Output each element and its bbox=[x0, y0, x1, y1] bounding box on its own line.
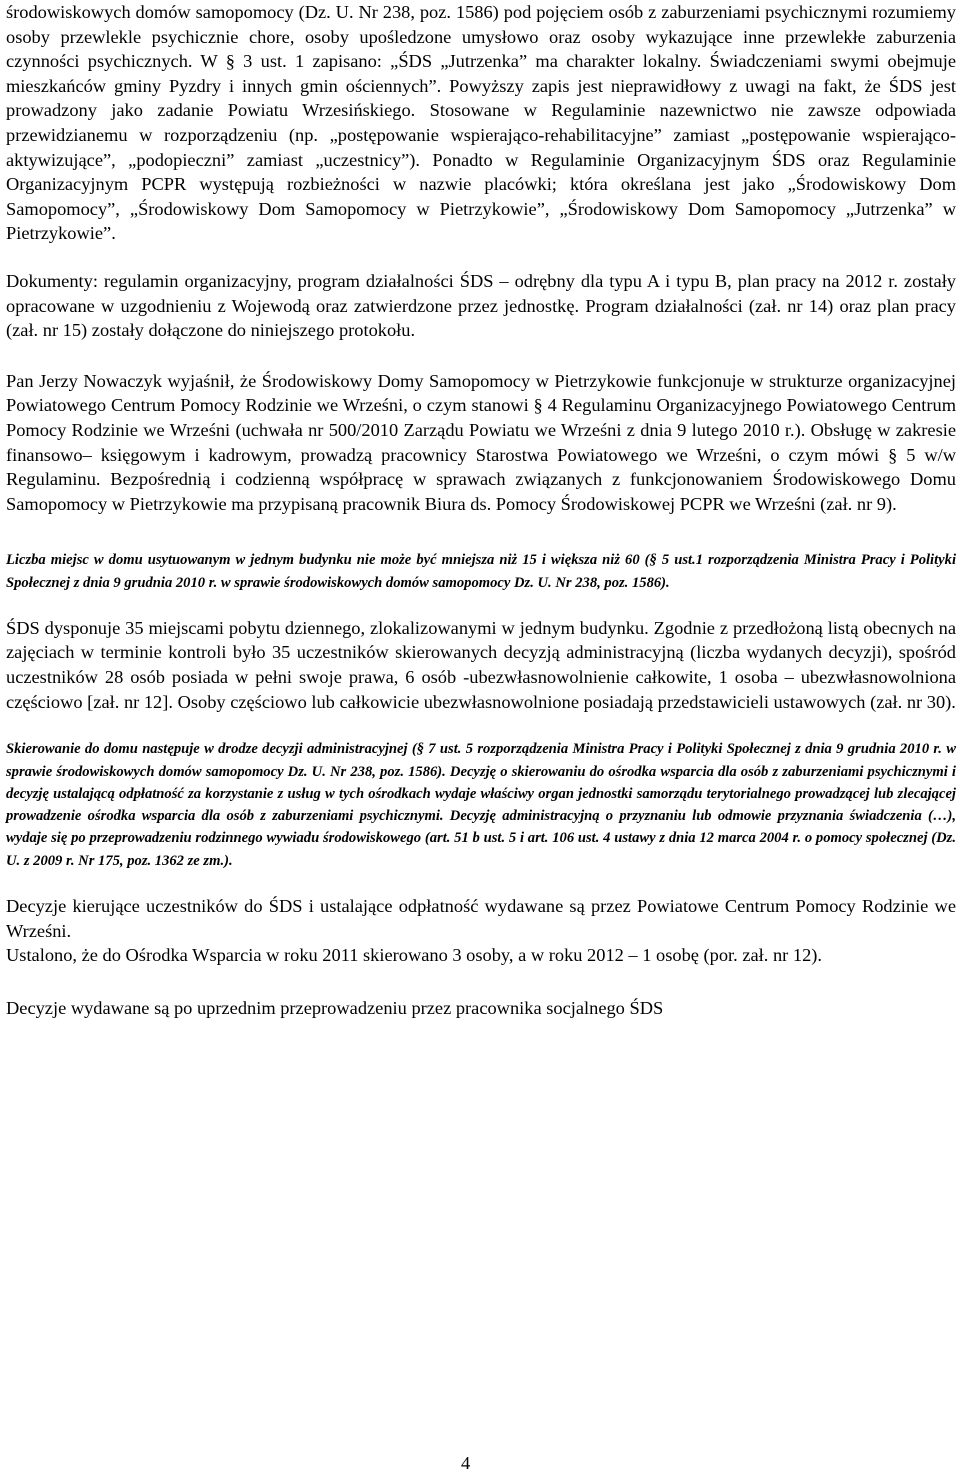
legal-note-skierowanie: Skierowanie do domu następuje w drodze decyzji administracyjnej (§ 7 ust. 5 rozporządzenia Ministra Pracy i Polityki Społecznej z dnia 9 grudnia 2010 r. w sprawie środowiskowych domów samopomocy Dz. U. Nr 238, poz. 1586). Decyzję o skierowaniu do ośrodka wsparcia dla osób z zaburzeniami psychicznymi i decyzję ustalającą odpłatność za korzystanie z usług w tych ośrodkach wydaje właściwy organ jednostki samorządu terytorialnego prowadzącej lub zlecającej prowadzenie ośrodka wsparcia dla osób z zaburzeniami psychicznymi. Decyzję administracyjną o przyznaniu lub odmowie przyznania świadczenia (…), wydaje się po przeprowadzeniu rodzinnego wywiadu środowiskowego (art. 51 b ust. 5 i art. 106 ust. 4 ustawy z dnia 12 marca 2004 r. o pomocy społecznej (Dz. U. z 2009 r. Nr 175, poz. 1362 ze zm.). bbox=[6, 741, 956, 869]
paragraph-struktura-organizacyjna: Pan Jerzy Nowaczyk wyjaśnił, że Środowiskowy Domy Samopomocy w Pietrzykowie funkcjonuje w strukturze organizacyjnej Powiatowego Centrum Pomocy Rodzinie we Wrześni, o czym stanowi § 4 Regulaminu Organizacyjnego Powiatowego Centrum Pomocy Rodzinie we Wrześni (uchwała nr 500/2010 Zarządu Powiatu we Wrześni z dnia 9 lutego 2010 r.). Obsługę w zakresie finansowo– księgowym i kadrowym, prowadzą pracownicy Starostwa Powiatowego we Wrześni, o czym mówi § 5 w/w Regulaminu. Bezpośrednią i codzienną współpracę w sprawach związanych z funkcjonowaniem Środowiskowego Domu Samopomocy w Pietrzykowie ma przypisaną pracownik Biura ds. Pomocy Środowiskowej PCPR we Wrześni (zał. nr 9). bbox=[6, 370, 956, 514]
paragraph-dokumenty: Dokumenty: regulamin organizacyjny, program działalności ŚDS – odrębny dla typu A i typu B, plan pracy na 2012 r. zostały opracowane w uzgodnieniu z Wojewodą oraz zatwierdzone przez jednostkę. Program działalności (zał. nr 14) oraz plan pracy (zał. nr 15) zostały dołączone do niniejszego protokołu. bbox=[6, 270, 956, 341]
paragraph-ustalenia-skierowania: Ustalono, że do Ośrodka Wsparcia w roku 2011 skierowano 3 osoby, a w roku 2012 – 1 osobę (por. zał. nr 12). bbox=[6, 945, 823, 966]
paragraph-regulamin-nazewnictwo: środowiskowych domów samopomocy (Dz. U. Nr 238, poz. 1586) pod pojęciem osób z zaburzeniami psychicznymi rozumiemy osoby przewlekle psychicznie chore, osoby upośledzone umysłowo oraz osoby wykazujące inne przewlekłe zaburzenia czynności psychicznych. W § 3 ust. 1 zapisano: „ŚDS „Jutrzenka” ma charakter lokalny. Świadczeniami swymi obejmuje mieszkańców gminy Pyzdry i innych gmin ościennych”. Powyższy zapis jest nieprawidłowy z uwagi na fakt, że ŚDS jest prowadzony jako zadanie Powiatu Wrzesińskiego. Stosowane w Regulaminie nazewnictwo nie zawsze odpowiada przewidzianemu w rozporządzeniu (np. „postępowanie wspierająco-rehabilitacyjne” zamiast „postępowanie wspierająco-aktywizujące”, „podopieczni” zamiast „uczestnicy”). Ponadto w Regulaminie Organizacyjnym ŚDS oraz Regulaminie Organizacyjnym PCPR występują rozbieżności w nazwie placówki; która określana jest jako „Środowiskowy Dom Samopomocy”, „Środowiskowy Dom Samopomocy w Pietrzykowie”, „Środowiskowy Dom Samopomocy „Jutrzenka” w Pietrzykowie”. bbox=[6, 2, 956, 244]
paragraph-miejsca-pobytu: ŚDS dysponuje 35 miejscami pobytu dziennego, zlokalizowanymi w jednym budynku. Zgodnie z przedłożoną listą obecnych na zajęciach w terminie kontroli było 35 uczestników skierowanych decyzją administracyjną (liczba wydanych decyzji), spośród uczestników 28 osób posiada w pełni swoje prawa, 6 osób -ubezwłasnowolnienie całkowite, 1 osoba – ubezwłasnowolniona częściowo [zał. nr 12]. Osoby częściowo lub całkowicie ubezwłasnowolnione posiadają przedstawicieli ustawowych (zał. nr 30). bbox=[6, 617, 956, 712]
document-page bbox=[6, 0, 956, 1020]
page-number: 4 bbox=[461, 1453, 471, 1473]
paragraph-decyzje-wydawane: Decyzje wydawane są po uprzednim przeprowadzeniu przez pracownika socjalnego ŚDS bbox=[6, 997, 664, 1018]
legal-note-liczba-miejsc: Liczba miejsc w domu usytuowanym w jednym budynku nie może być mniejsza niż 15 i większa niż 60 (§ 5 ust.1 rozporządzenia Ministra Pracy i Polityki Społecznej z dnia 9 grudnia 2010 r. w sprawie środowiskowych domów samopomocy Dz. U. Nr 238, poz. 1586). bbox=[6, 552, 956, 591]
paragraph-decyzje-kierujace: Decyzje kierujące uczestników do ŚDS i ustalające odpłatność wydawane są przez Powiatowe Centrum Pomocy Rodzinie we Wrześni. bbox=[6, 896, 956, 941]
